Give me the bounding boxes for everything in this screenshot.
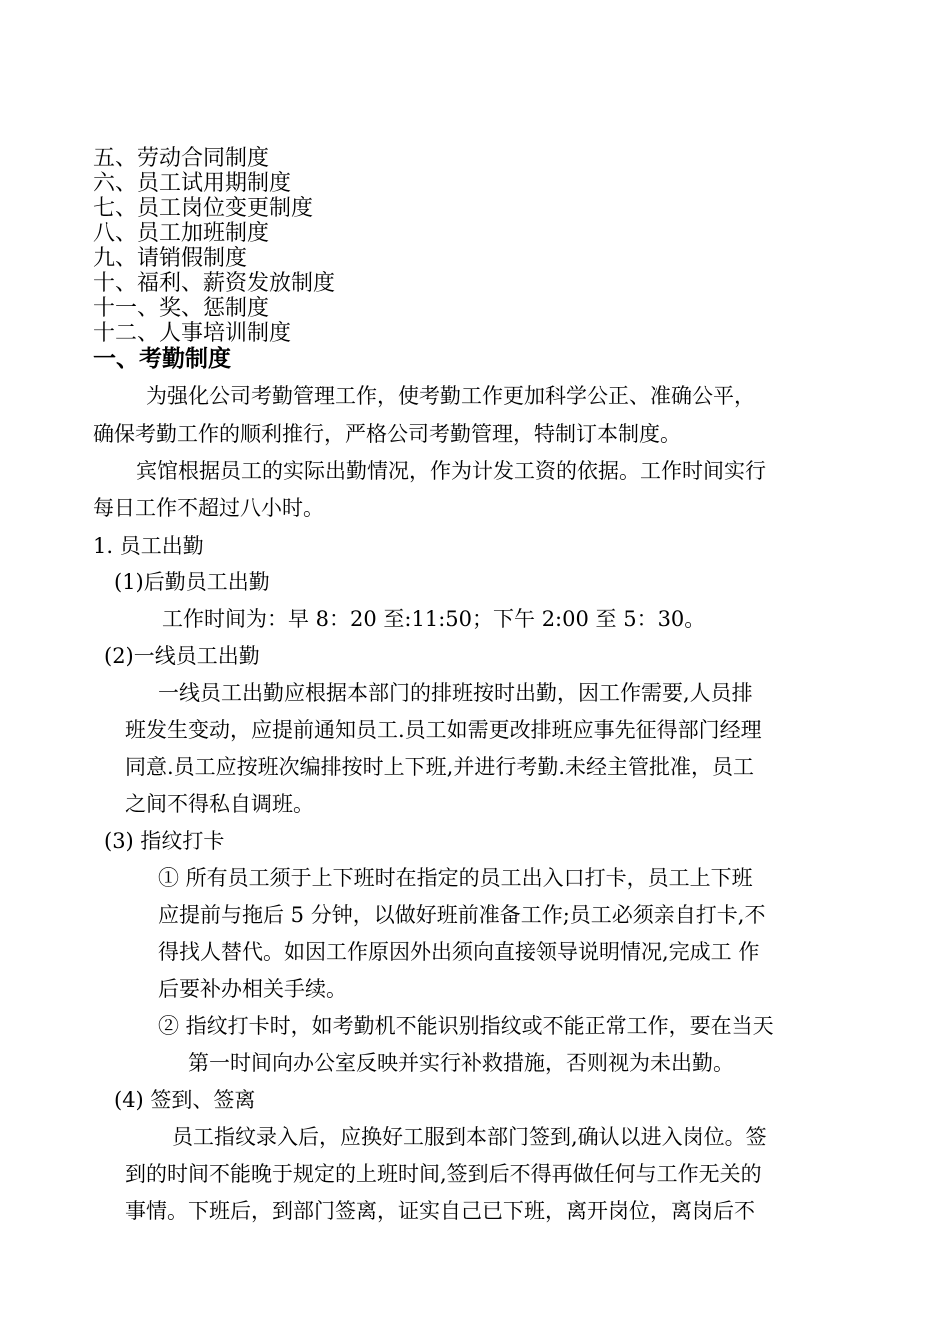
paragraph-line: 得找人替代。如因工作原因外出须向直接领导说明情况,完成工 作 bbox=[158, 940, 760, 964]
paragraph-line: ① 所有员工须于上下班时在指定的员工出入口打卡，员工上下班 bbox=[158, 866, 753, 890]
toc-item: 九、请销假制度 bbox=[93, 246, 248, 271]
section-title: 一、考勤制度 bbox=[93, 345, 231, 372]
item-heading: (1)后勤员工出勤 bbox=[114, 570, 270, 594]
paragraph-line: 一线员工出勤应根据本部门的排班按时出勤，因工作需要,人员排 bbox=[158, 681, 753, 705]
paragraph-line: 员工指纹录入后，应换好工服到本部门签到,确认以进入岗位。签 bbox=[172, 1125, 767, 1149]
paragraph-line: 后要补办相关手续。 bbox=[158, 977, 347, 1001]
paragraph-line: 到的时间不能晚于规定的上班时间,签到后不得再做任何与工作无关的 bbox=[125, 1162, 762, 1186]
item-heading: (3) 指纹打卡 bbox=[104, 829, 225, 853]
toc-item: 十、福利、薪资发放制度 bbox=[93, 271, 336, 296]
toc-item: 十一、奖、惩制度 bbox=[93, 296, 270, 321]
paragraph-line: 之间不得私自调班。 bbox=[125, 792, 314, 816]
paragraph-line: 班发生变动，应提前通知员工.员工如需更改排班应事先征得部门经理 bbox=[125, 718, 762, 742]
item-heading: (2)一线员工出勤 bbox=[104, 644, 260, 668]
paragraph-line: 事情。下班后，到部门签离，证实自己已下班，离开岗位，离岗后不 bbox=[125, 1199, 755, 1223]
toc-item: 五、劳动合同制度 bbox=[93, 146, 270, 171]
subsection-heading: 1. 员工出勤 bbox=[93, 534, 204, 558]
paragraph-line: 确保考勤工作的顺利推行，严格公司考勤管理，特制订本制度。 bbox=[93, 422, 681, 446]
paragraph-line: 第一时间向办公室反映并实行补救措施，否则视为未出勤。 bbox=[188, 1051, 734, 1075]
paragraph-line: 同意.员工应按班次编排按时上下班,并进行考勤.未经主管批准，员工 bbox=[125, 755, 755, 779]
paragraph-line: 每日工作不超过八小时。 bbox=[93, 496, 324, 520]
paragraph-line: 宾馆根据员工的实际出勤情况，作为计发工资的依据。工作时间实行 bbox=[136, 459, 766, 483]
item-heading: (4) 签到、签离 bbox=[114, 1088, 256, 1112]
paragraph-line: 为强化公司考勤管理工作，使考勤工作更加科学公正、准确公平， bbox=[146, 384, 755, 408]
paragraph-line: ② 指纹打卡时，如考勤机不能识别指纹或不能正常工作，要在当天 bbox=[158, 1014, 774, 1038]
toc-item: 七、员工岗位变更制度 bbox=[93, 196, 314, 221]
toc-item: 十二、人事培训制度 bbox=[93, 321, 292, 346]
toc-item: 八、员工加班制度 bbox=[93, 221, 270, 246]
paragraph-line: 工作时间为：早 8：20 至:11:50；下午 2:00 至 5：30。 bbox=[162, 607, 706, 631]
paragraph-line: 应提前与拖后 5 分钟，以做好班前准备工作;员工必须亲自打卡,不 bbox=[158, 903, 766, 927]
toc-item: 六、员工试用期制度 bbox=[93, 171, 292, 196]
